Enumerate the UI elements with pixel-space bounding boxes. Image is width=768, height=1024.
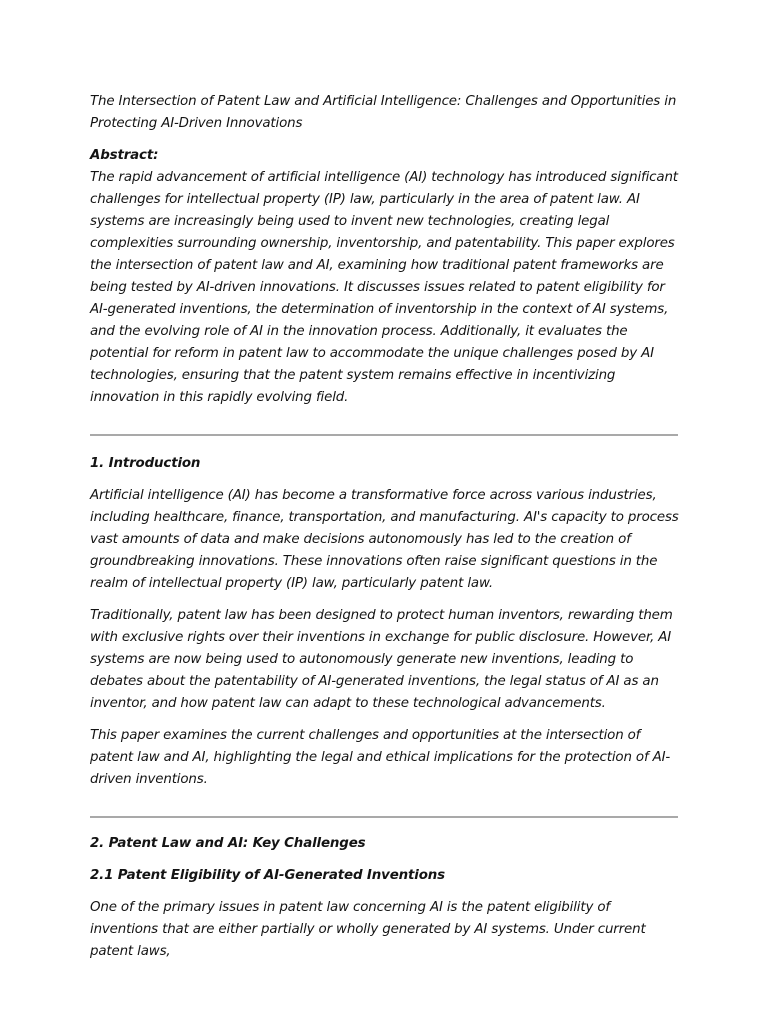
document-body (90, 91, 680, 963)
paper-title: The Intersection of Patent Law and Artificial Intelligence: Challenges and Opportunities in Protecting AI-Driven Innovations (90, 94, 677, 131)
challenges-heading: 2. Patent Law and AI: Key Challenges (90, 836, 366, 851)
section-divider (90, 816, 678, 818)
abstract-label: Abstract: (90, 148, 159, 163)
abstract-body: The rapid advancement of artificial intelligence (AI) technology has introduced significant challenges for intellectual property (IP) law, particularly in the area of patent law. AI systems are increasingly being used to invent new technologies, creating legal complexities surrounding ownership, inventorship, and patentability. This paper explores the intersection of patent law and AI, examining how traditional patent frameworks are being tested by AI-driven innovations. It discusses issues related to patent eligibility for AI-generated inventions, the determination of inventorship in the context of AI systems, and the evolving role of AI in the innovation process. Additionally, it evaluates the potential for reform in patent law to accommodate the unique challenges posed by AI technologies, ensuring that the patent system remains effective in incentivizing innovation in this rapidly evolving field. (90, 170, 678, 405)
introduction-paragraph-3: This paper examines the current challenges and opportunities at the intersection of patent law and AI, highlighting the legal and ethical implications for the protection of AI-driven inventions. (90, 728, 671, 787)
introduction-heading: 1. Introduction (90, 456, 201, 471)
section-divider (90, 434, 678, 436)
introduction-paragraph-2: Traditionally, patent law has been designed to protect human inventors, rewarding them with exclusive rights over their inventions in exchange for public disclosure. However, AI systems are now being used to autonomously generate new inventions, leading to debates about the patentability of AI-generated inventions, the legal status of AI as an inventor, and how patent law can adapt to these technological advancements. (90, 608, 673, 711)
patent-eligibility-subheading: 2.1 Patent Eligibility of AI-Generated Inventions (90, 868, 445, 883)
patent-eligibility-paragraph: One of the primary issues in patent law concerning AI is the patent eligibility of inventions that are either partially or wholly generated by AI systems. Under current patent laws, (90, 900, 646, 959)
introduction-paragraph-1: Artificial intelligence (AI) has become a transformative force across various industries, including healthcare, finance, transportation, and manufacturing. AI's capacity to process vast amounts of data and make decisions autonomously has led to the creation of groundbreaking innovations. These innovations often raise significant questions in the realm of intellectual property (IP) law, particularly patent law. (90, 488, 679, 591)
